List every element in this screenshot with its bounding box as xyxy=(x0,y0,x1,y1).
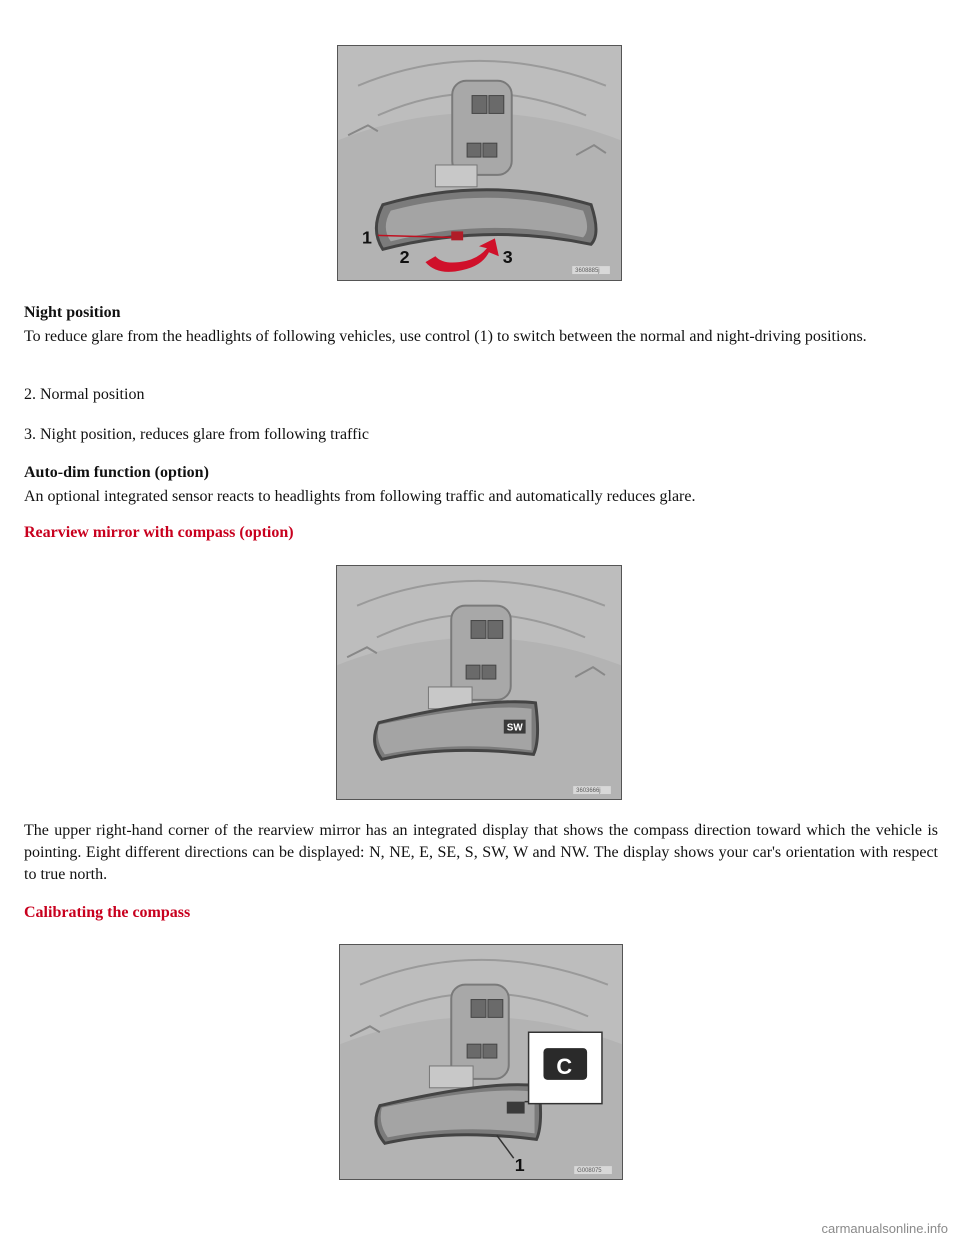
callout-2: 2 xyxy=(399,247,410,268)
night-position-item: 3. Night position, reduces glare from following traffic xyxy=(24,426,369,443)
figure-code: 3603666j xyxy=(576,788,601,795)
figure-calibrating-compass xyxy=(339,944,623,1180)
mirror-illustration xyxy=(337,566,621,799)
night-position-body: To reduce glare from the headlights of following vehicles, use control (1) to switch between the normal and night-driving positions. xyxy=(24,328,867,345)
figure-code: 3608885j xyxy=(575,268,600,275)
figure-compass-mirror xyxy=(336,565,622,800)
calibrating-heading: Calibrating the compass xyxy=(24,904,191,921)
mirror-illustration xyxy=(338,46,621,280)
normal-position-item: 2. Normal position xyxy=(24,386,145,403)
compass-body: The upper right-hand corner of the rearview mirror has an integrated display that shows the compass direction toward which the vehicle is pointing. Eight different directions can be displayed: N, NE, E, SE, S, SW, W and NW. The display shows your car's orientation with respect to true north. xyxy=(24,822,938,883)
night-position-title: Night position xyxy=(24,304,121,321)
autodim-title: Auto-dim function (option) xyxy=(24,464,209,481)
mirror-illustration xyxy=(340,945,622,1179)
callout-1: 1 xyxy=(514,1155,525,1176)
compass-heading: Rearview mirror with compass (option) xyxy=(24,524,294,541)
figure-night-position xyxy=(337,45,622,281)
callout-3: 3 xyxy=(502,247,513,268)
figure-code: G008075 xyxy=(577,1168,602,1175)
compass-display: SW xyxy=(506,722,523,734)
watermark-text: carmanualsonline.info xyxy=(821,1221,948,1236)
callout-1: 1 xyxy=(362,227,372,248)
autodim-body: An optional integrated sensor reacts to headlights from following traffic and automatically reduces glare. xyxy=(24,488,696,505)
calibration-display: C xyxy=(556,1053,573,1079)
